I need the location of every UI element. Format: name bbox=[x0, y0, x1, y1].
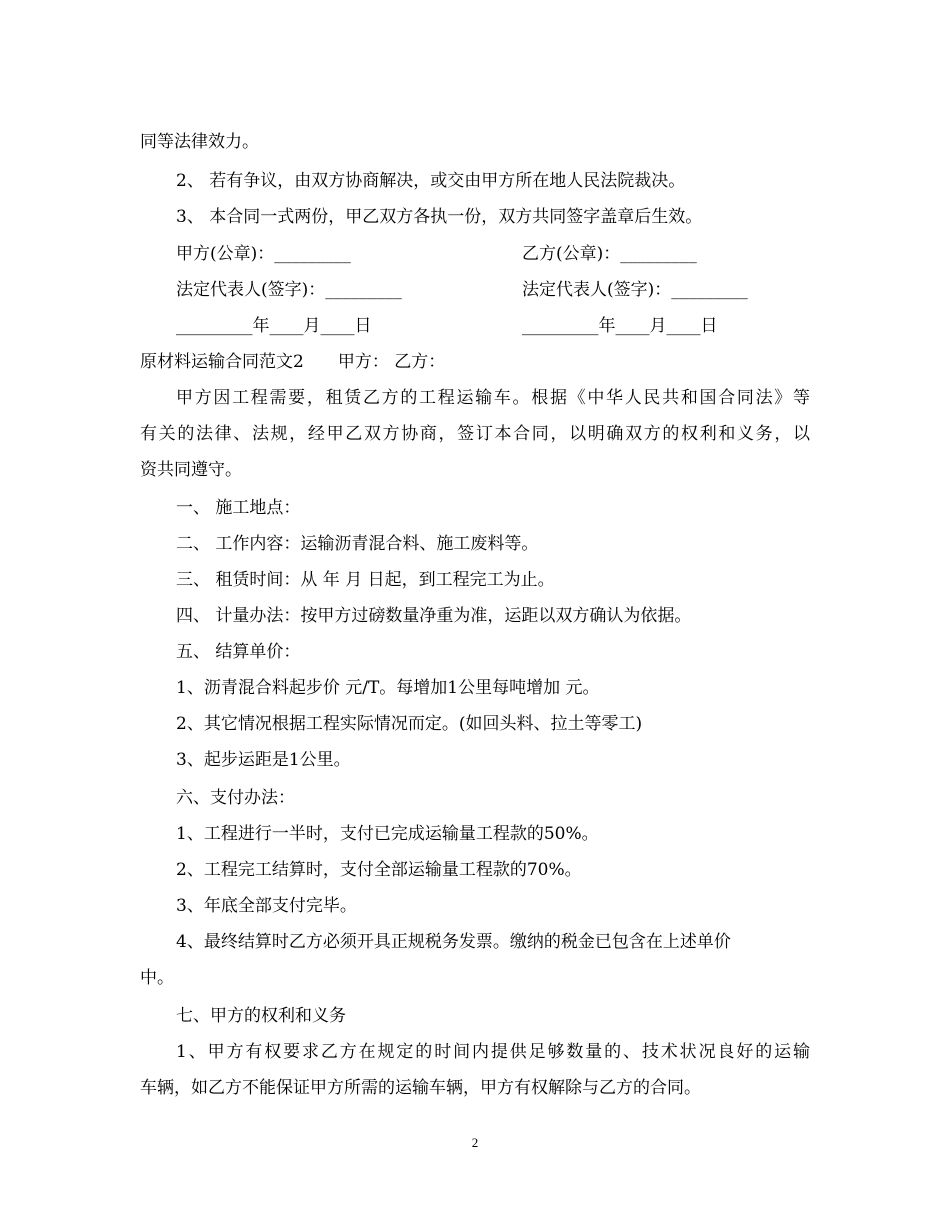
text-line: 2、其它情况根据工程实际情况而定。(如回头料、拉土等零工) bbox=[176, 714, 643, 734]
text-line: 1、甲方有权要求乙方在规定的时间内提供足够数量的、技术状况良好的运输 bbox=[176, 1042, 810, 1062]
party-b-date: _________年____月____日 bbox=[522, 316, 718, 336]
text-line: 3、 本合同一式两份，甲乙双方各执一份，双方共同签字盖章后生效。 bbox=[176, 207, 703, 227]
text-line: 同等法律效力。 bbox=[140, 132, 259, 152]
party-a-date: _________年____月____日 bbox=[176, 316, 372, 336]
text-line: 中。 bbox=[140, 968, 174, 988]
party-b-seal: 乙方(公章)：_________ bbox=[522, 244, 697, 264]
section-title: 原材料运输合同范文2 甲方： 乙方： bbox=[140, 352, 446, 372]
text-line: 三、 租赁时间：从 年 月 日起，到工程完工为止。 bbox=[176, 570, 555, 590]
text-line: 六、支付办法： bbox=[176, 788, 295, 808]
text-line: 资共同遵守。 bbox=[140, 460, 242, 480]
text-line: 2、工程完工结算时，支付全部运输量工程款的70%。 bbox=[176, 860, 582, 880]
party-a-seal: 甲方(公章)：_________ bbox=[176, 244, 351, 264]
text-line: 四、 计量办法：按甲方过磅数量净重为准，运距以双方确认为依据。 bbox=[176, 606, 692, 626]
text-line: 一、 施工地点： bbox=[176, 498, 301, 518]
text-line: 五、 结算单价： bbox=[176, 642, 301, 662]
text-line: 二、 工作内容：运输沥青混合料、施工废料等。 bbox=[176, 534, 539, 554]
page-number: 2 bbox=[471, 1135, 479, 1150]
text-line: 甲方因工程需要，租赁乙方的工程运输车。根据《中华人民共和国合同法》等 bbox=[176, 388, 810, 408]
party-b-representative: 法定代表人(签字)：_________ bbox=[522, 280, 748, 300]
text-line: 2、 若有争议，由双方协商解决，或交由甲方所在地人民法院裁决。 bbox=[176, 171, 686, 191]
text-line: 车辆，如乙方不能保证甲方所需的运输车辆，甲方有权解除与乙方的合同。 bbox=[140, 1078, 701, 1098]
text-line: 1、沥青混合料起步价 元/T。每增加1公里每吨增加 元。 bbox=[176, 678, 600, 698]
text-line: 1、工程进行一半时，支付已完成运输量工程款的50%。 bbox=[176, 824, 599, 844]
text-line: 3、年底全部支付完毕。 bbox=[176, 896, 357, 916]
text-line: 3、起步运距是1公里。 bbox=[176, 750, 351, 770]
party-a-representative: 法定代表人(签字)：_________ bbox=[176, 280, 402, 300]
text-line: 七、甲方的权利和义务 bbox=[176, 1006, 346, 1026]
text-line: 4、最终结算时乙方必须开具正规税务发票。缴纳的税金已包含在上述单价 bbox=[176, 932, 731, 952]
text-line: 有关的法律、法规，经甲乙双方协商，签订本合同，以明确双方的权利和义务，以 bbox=[140, 424, 810, 444]
